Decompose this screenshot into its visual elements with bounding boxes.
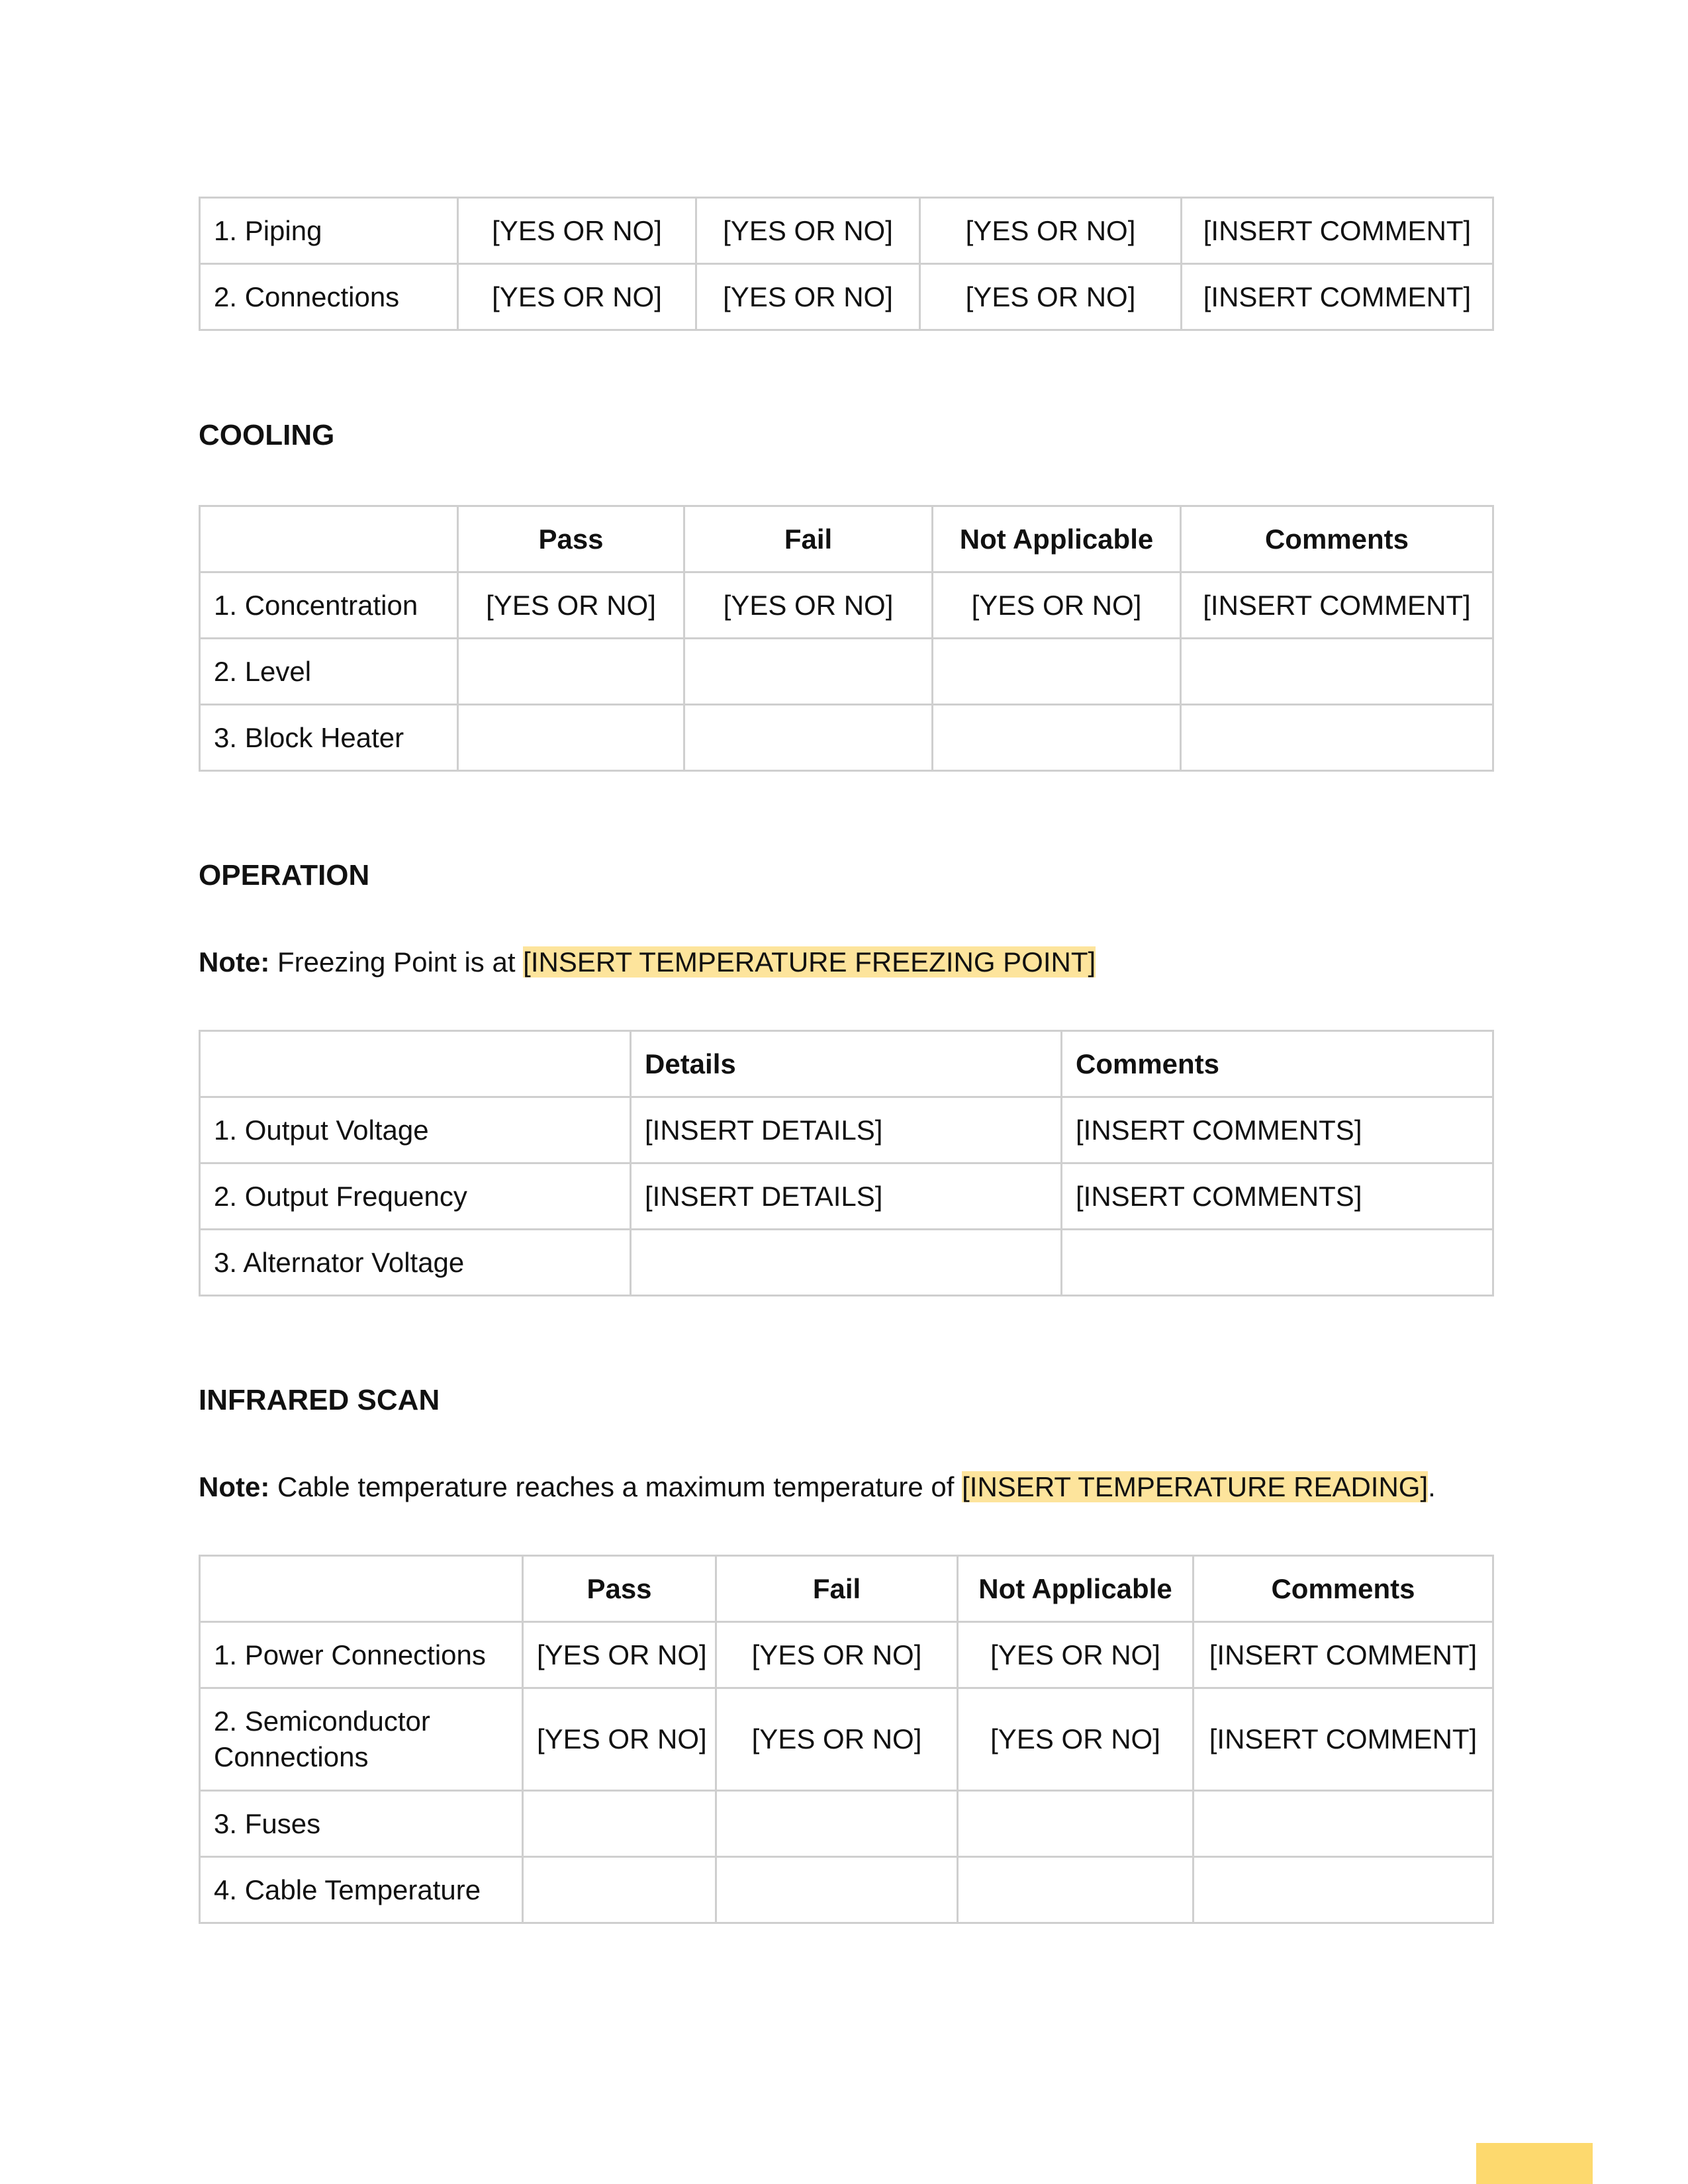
fail-cell[interactable] <box>716 1791 958 1857</box>
row-label: 4. Cable Temperature <box>200 1857 523 1923</box>
note-highlight-placeholder[interactable]: [INSERT TEMPERATURE FREEZING POINT] <box>523 946 1096 978</box>
not-applicable-cell[interactable]: [YES OR NO] <box>920 198 1182 264</box>
fail-cell[interactable]: [YES OR NO] <box>716 1688 958 1791</box>
header-cell: Pass <box>458 506 684 572</box>
table-row <box>200 198 1493 264</box>
header-cell <box>200 1556 523 1622</box>
table-header-row <box>200 1556 1493 1622</box>
comment-cell[interactable] <box>1194 1857 1493 1923</box>
operation-note <box>199 946 1096 978</box>
row-label: 1. Power Connections <box>200 1622 523 1688</box>
header-cell <box>200 506 458 572</box>
table-row <box>200 1622 1493 1688</box>
pass-cell[interactable] <box>458 705 684 771</box>
table-row <box>200 1791 1493 1857</box>
header-cell: Comments <box>1194 1556 1493 1622</box>
table-row <box>200 1097 1493 1163</box>
table-header-row <box>200 506 1493 572</box>
header-cell: Fail <box>716 1556 958 1622</box>
fail-cell[interactable] <box>684 639 933 705</box>
not-applicable-cell[interactable]: [YES OR NO] <box>958 1688 1194 1791</box>
comment-cell[interactable]: [INSERT COMMENT] <box>1194 1622 1493 1688</box>
comments-cell[interactable]: [INSERT COMMENTS] <box>1062 1163 1493 1230</box>
not-applicable-cell[interactable] <box>958 1857 1194 1923</box>
header-cell: Not Applicable <box>933 506 1181 572</box>
fail-cell[interactable]: [YES OR NO] <box>696 198 920 264</box>
table-row <box>200 572 1493 639</box>
row-label: 3. Fuses <box>200 1791 523 1857</box>
row-label: 1. Concentration <box>200 572 458 639</box>
operation-table <box>199 1030 1494 1297</box>
fail-cell[interactable]: [YES OR NO] <box>696 264 920 330</box>
cooling-table <box>199 505 1494 772</box>
comments-cell[interactable] <box>1062 1230 1493 1296</box>
note-text: Cable temperature reaches a maximum temperature of <box>269 1471 962 1502</box>
comment-cell[interactable]: [INSERT COMMENT] <box>1182 264 1493 330</box>
pass-cell[interactable] <box>523 1791 716 1857</box>
table-row <box>200 1163 1493 1230</box>
note-label: Note: <box>199 1471 270 1502</box>
fail-cell[interactable]: [YES OR NO] <box>716 1622 958 1688</box>
note-label: Note: <box>199 946 270 978</box>
row-label: 2. Level <box>200 639 458 705</box>
pass-cell[interactable] <box>523 1857 716 1923</box>
table-row <box>200 705 1493 771</box>
row-label: 2. Connections <box>200 264 458 330</box>
table-row <box>200 639 1493 705</box>
details-cell[interactable] <box>631 1230 1062 1296</box>
details-cell[interactable]: [INSERT DETAILS] <box>631 1097 1062 1163</box>
header-cell: Details <box>631 1031 1062 1097</box>
table-row <box>200 1230 1493 1296</box>
row-label: 1. Piping <box>200 198 458 264</box>
pass-cell[interactable]: [YES OR NO] <box>458 198 696 264</box>
pass-cell[interactable]: [YES OR NO] <box>523 1688 716 1791</box>
comment-cell[interactable]: [INSERT COMMENT] <box>1181 572 1493 639</box>
details-cell[interactable]: [INSERT DETAILS] <box>631 1163 1062 1230</box>
fail-cell[interactable] <box>684 705 933 771</box>
comments-cell[interactable]: [INSERT COMMENTS] <box>1062 1097 1493 1163</box>
infrared-scan-table <box>199 1555 1494 1924</box>
top-inspection-table <box>199 197 1494 331</box>
comment-cell[interactable]: [INSERT COMMENT] <box>1182 198 1493 264</box>
fail-cell[interactable]: [YES OR NO] <box>684 572 933 639</box>
section-heading-operation: OPERATION <box>199 859 370 891</box>
row-label: 2. Semiconductor Connections <box>200 1688 523 1791</box>
row-label: 2. Output Frequency <box>200 1163 631 1230</box>
page-corner-tab <box>1476 2143 1593 2184</box>
not-applicable-cell[interactable] <box>958 1791 1194 1857</box>
pass-cell[interactable]: [YES OR NO] <box>458 264 696 330</box>
comment-cell[interactable]: [INSERT COMMENT] <box>1194 1688 1493 1791</box>
comment-cell[interactable] <box>1194 1791 1493 1857</box>
header-cell: Comments <box>1181 506 1493 572</box>
not-applicable-cell[interactable]: [YES OR NO] <box>933 572 1181 639</box>
pass-cell[interactable]: [YES OR NO] <box>458 572 684 639</box>
row-label: 3. Alternator Voltage <box>200 1230 631 1296</box>
note-text: Freezing Point is at <box>269 946 524 978</box>
header-cell: Fail <box>684 506 933 572</box>
comment-cell[interactable] <box>1181 705 1493 771</box>
table-header-row <box>200 1031 1493 1097</box>
header-cell: Comments <box>1062 1031 1493 1097</box>
infrared-note <box>199 1471 1436 1503</box>
not-applicable-cell[interactable]: [YES OR NO] <box>920 264 1182 330</box>
not-applicable-cell[interactable]: [YES OR NO] <box>958 1622 1194 1688</box>
note-end: . <box>1428 1471 1436 1502</box>
section-heading-cooling: COOLING <box>199 419 335 451</box>
not-applicable-cell[interactable] <box>933 705 1181 771</box>
row-label: 1. Output Voltage <box>200 1097 631 1163</box>
pass-cell[interactable]: [YES OR NO] <box>523 1622 716 1688</box>
not-applicable-cell[interactable] <box>933 639 1181 705</box>
note-highlight-placeholder[interactable]: [INSERT TEMPERATURE READING] <box>962 1471 1429 1502</box>
table-row <box>200 1688 1493 1791</box>
fail-cell[interactable] <box>716 1857 958 1923</box>
table-row <box>200 264 1493 330</box>
header-cell <box>200 1031 631 1097</box>
row-label: 3. Block Heater <box>200 705 458 771</box>
pass-cell[interactable] <box>458 639 684 705</box>
section-heading-infrared-scan: INFRARED SCAN <box>199 1384 440 1416</box>
table-row <box>200 1857 1493 1923</box>
comment-cell[interactable] <box>1181 639 1493 705</box>
header-cell: Pass <box>523 1556 716 1622</box>
header-cell: Not Applicable <box>958 1556 1194 1622</box>
